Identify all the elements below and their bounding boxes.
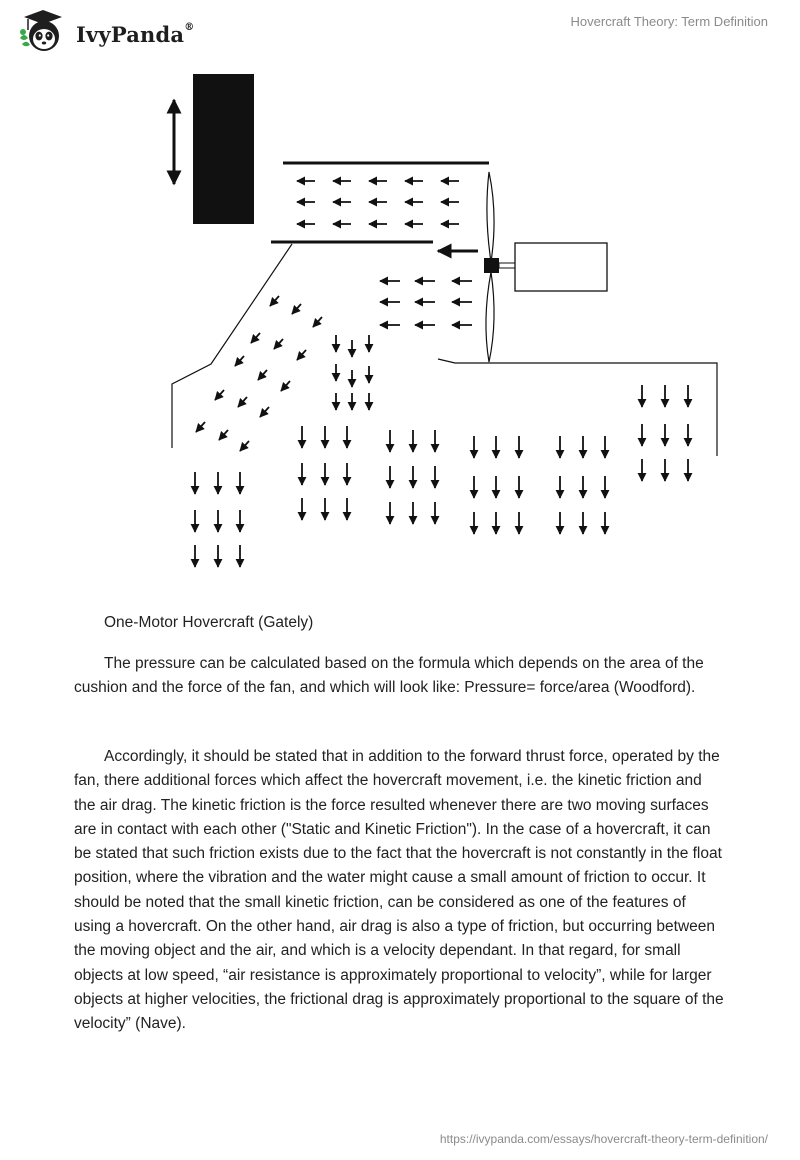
hull-left-outline — [172, 244, 292, 448]
airflow-diagonal-arrow — [219, 430, 228, 440]
airflow-diagonal-arrow — [313, 317, 322, 327]
airflow-diagonal-arrow — [281, 381, 290, 391]
hovercraft-body-block — [193, 74, 254, 224]
airflow-diagonal-arrow — [297, 350, 306, 360]
propeller — [484, 172, 515, 362]
page-title: Hovercraft Theory: Term Definition — [570, 14, 768, 29]
paragraph-friction-drag: Accordingly, it should be stated that in addition to the forward thrust force, operated by the fan, there additional forces which affect the hovercraft movement, i.e. the kinetic friction and the air drag. The kinetic friction is the force resulted whenever there are two moving surfaces are in contact with each other ("Static and Kinetic Friction"). In the case of a hovercraft, it can be stated that such friction exists due to the fact that the hovercraft is not constantly in the float position, where the vibration and the water might cause a small amount of friction to occur. It should be noted that the small kinetic friction, can be considered as one of the features of using a hovercraft. On the other hand, air drag is also a type of friction, but occurring between the moving object and the air, and which is a velocity dependant. In that regard, for small objects at low speed, “air resistance is approximately proportional to velocity”, while for larger objects at higher velocities, the frictional drag is approximately proportional to the square of the velocity” (Nave). — [74, 748, 724, 1033]
hovercraft-diagram — [0, 60, 800, 580]
airflow-diagonal-arrow — [238, 397, 247, 407]
airflow-diagonal-arrow — [251, 333, 260, 343]
brand-name: IvyPanda® — [76, 22, 195, 47]
airflow-diagonal-arrow — [258, 370, 267, 380]
airflow-diagonal-arrow — [240, 441, 249, 451]
footer-url[interactable]: https://ivypanda.com/essays/hovercraft-theory-term-definition/ — [439, 1132, 768, 1146]
airflow-diagonal-arrow — [270, 296, 279, 306]
motor-box — [515, 243, 607, 291]
paragraph-pressure: The pressure can be calculated based on the formula which depends on the area of the cushion and the force of the fan, and which will look like: Pressure= force/area (Woodford). — [74, 655, 704, 697]
airflow-diagonal-arrow — [292, 304, 301, 314]
airflow-diagonal-arrow — [260, 407, 269, 417]
airflow-diagonal-arrow — [274, 339, 283, 349]
ivypanda-logo[interactable] — [16, 8, 216, 52]
figure-caption: One-Motor Hovercraft (Gately) — [104, 614, 314, 631]
airflow-diagonal-arrow — [196, 422, 205, 432]
hull-right-outline — [438, 359, 717, 456]
airflow-arrows — [195, 181, 688, 567]
airflow-diagonal-arrow — [215, 390, 224, 400]
panda-graduate-icon — [16, 8, 62, 52]
airflow-diagonal-arrow — [235, 356, 244, 366]
page-header — [0, 0, 800, 56]
